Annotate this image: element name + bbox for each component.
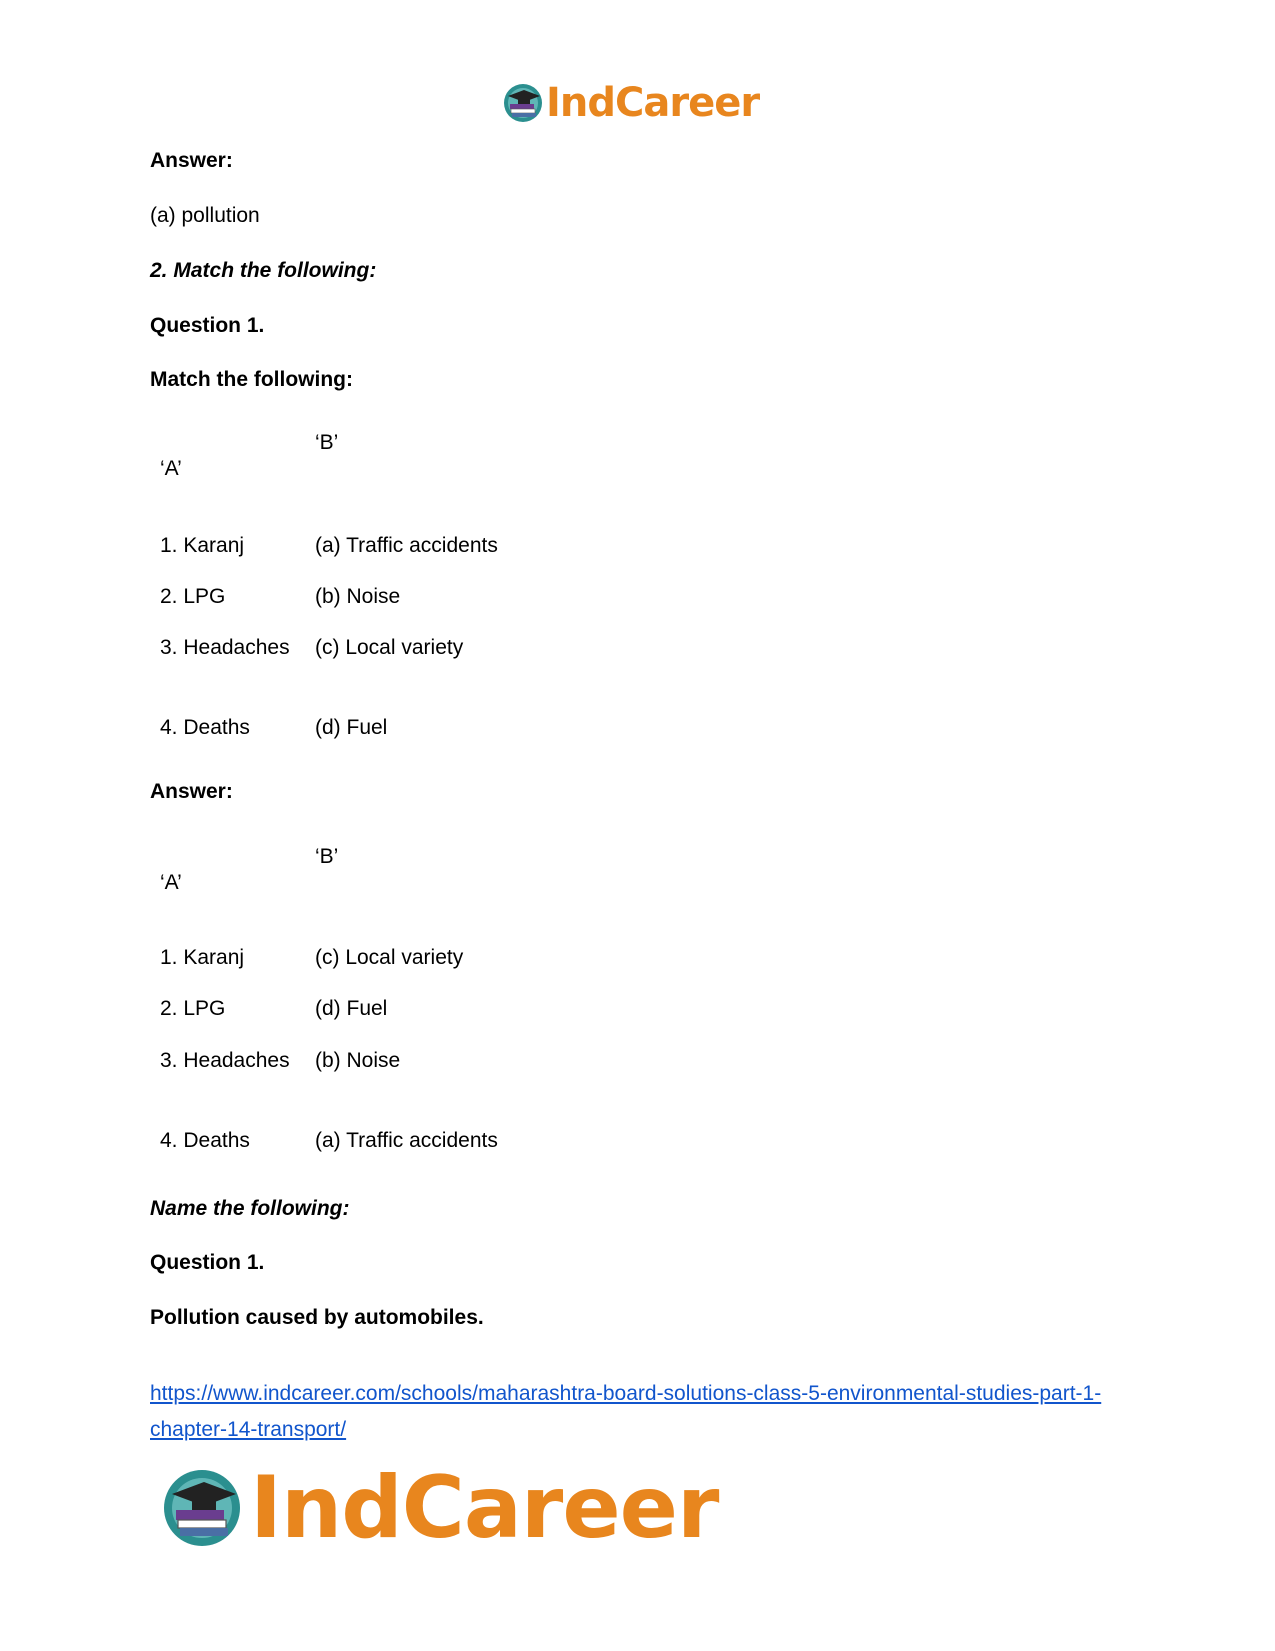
- table-cell-a: 3. Headaches: [160, 1049, 290, 1072]
- question-label: Question 1.: [150, 1251, 265, 1274]
- table-cell-b: (c) Local variety: [315, 636, 464, 659]
- table-cell-a: 4. Deaths: [160, 1129, 250, 1152]
- table-cell-a: 4. Deaths: [160, 716, 250, 739]
- column-header-a: ‘A’: [160, 871, 182, 894]
- section-title: 2. Match the following:: [150, 259, 377, 282]
- table-cell-b: (d) Fuel: [315, 716, 388, 739]
- brand-name: IndCareer: [250, 1458, 719, 1558]
- source-link[interactable]: https://www.indcareer.com/schools/maharashtra-board-solutions-class-5-environmental-studies-part-1-chapter-14-transport/: [150, 1382, 1102, 1441]
- table-cell-a: 3. Headaches: [160, 636, 290, 659]
- table-cell-b: (a) Traffic accidents: [315, 534, 498, 557]
- table-cell-b: (b) Noise: [315, 1049, 401, 1072]
- column-header-b: ‘B’: [315, 845, 339, 868]
- table-cell-a: 2. LPG: [160, 997, 226, 1020]
- table-cell-a: 2. LPG: [160, 585, 226, 608]
- table-cell-b: (b) Noise: [315, 585, 401, 608]
- table-cell-b: (c) Local variety: [315, 946, 464, 969]
- graduation-cap-icon: [160, 1466, 244, 1550]
- table-cell-b: (d) Fuel: [315, 997, 388, 1020]
- column-header-a: ‘A’: [160, 457, 182, 480]
- graduation-cap-icon: [502, 82, 544, 124]
- answer-value: (a) pollution: [150, 204, 260, 227]
- table-cell-b: (a) Traffic accidents: [315, 1129, 498, 1152]
- question-label: Question 1.: [150, 314, 265, 337]
- answer-label: Answer:: [150, 780, 233, 803]
- footer-logo: [160, 1458, 718, 1558]
- question-prompt: Pollution caused by automobiles.: [150, 1306, 484, 1329]
- header-logo: [502, 78, 759, 128]
- question-prompt: Match the following:: [150, 368, 353, 391]
- brand-name: IndCareer: [546, 80, 760, 126]
- table-cell-a: 1. Karanj: [160, 534, 245, 557]
- section-title: Name the following:: [150, 1197, 350, 1220]
- column-header-b: ‘B’: [315, 431, 339, 454]
- table-cell-a: 1. Karanj: [160, 946, 245, 969]
- answer-label: Answer:: [150, 149, 233, 172]
